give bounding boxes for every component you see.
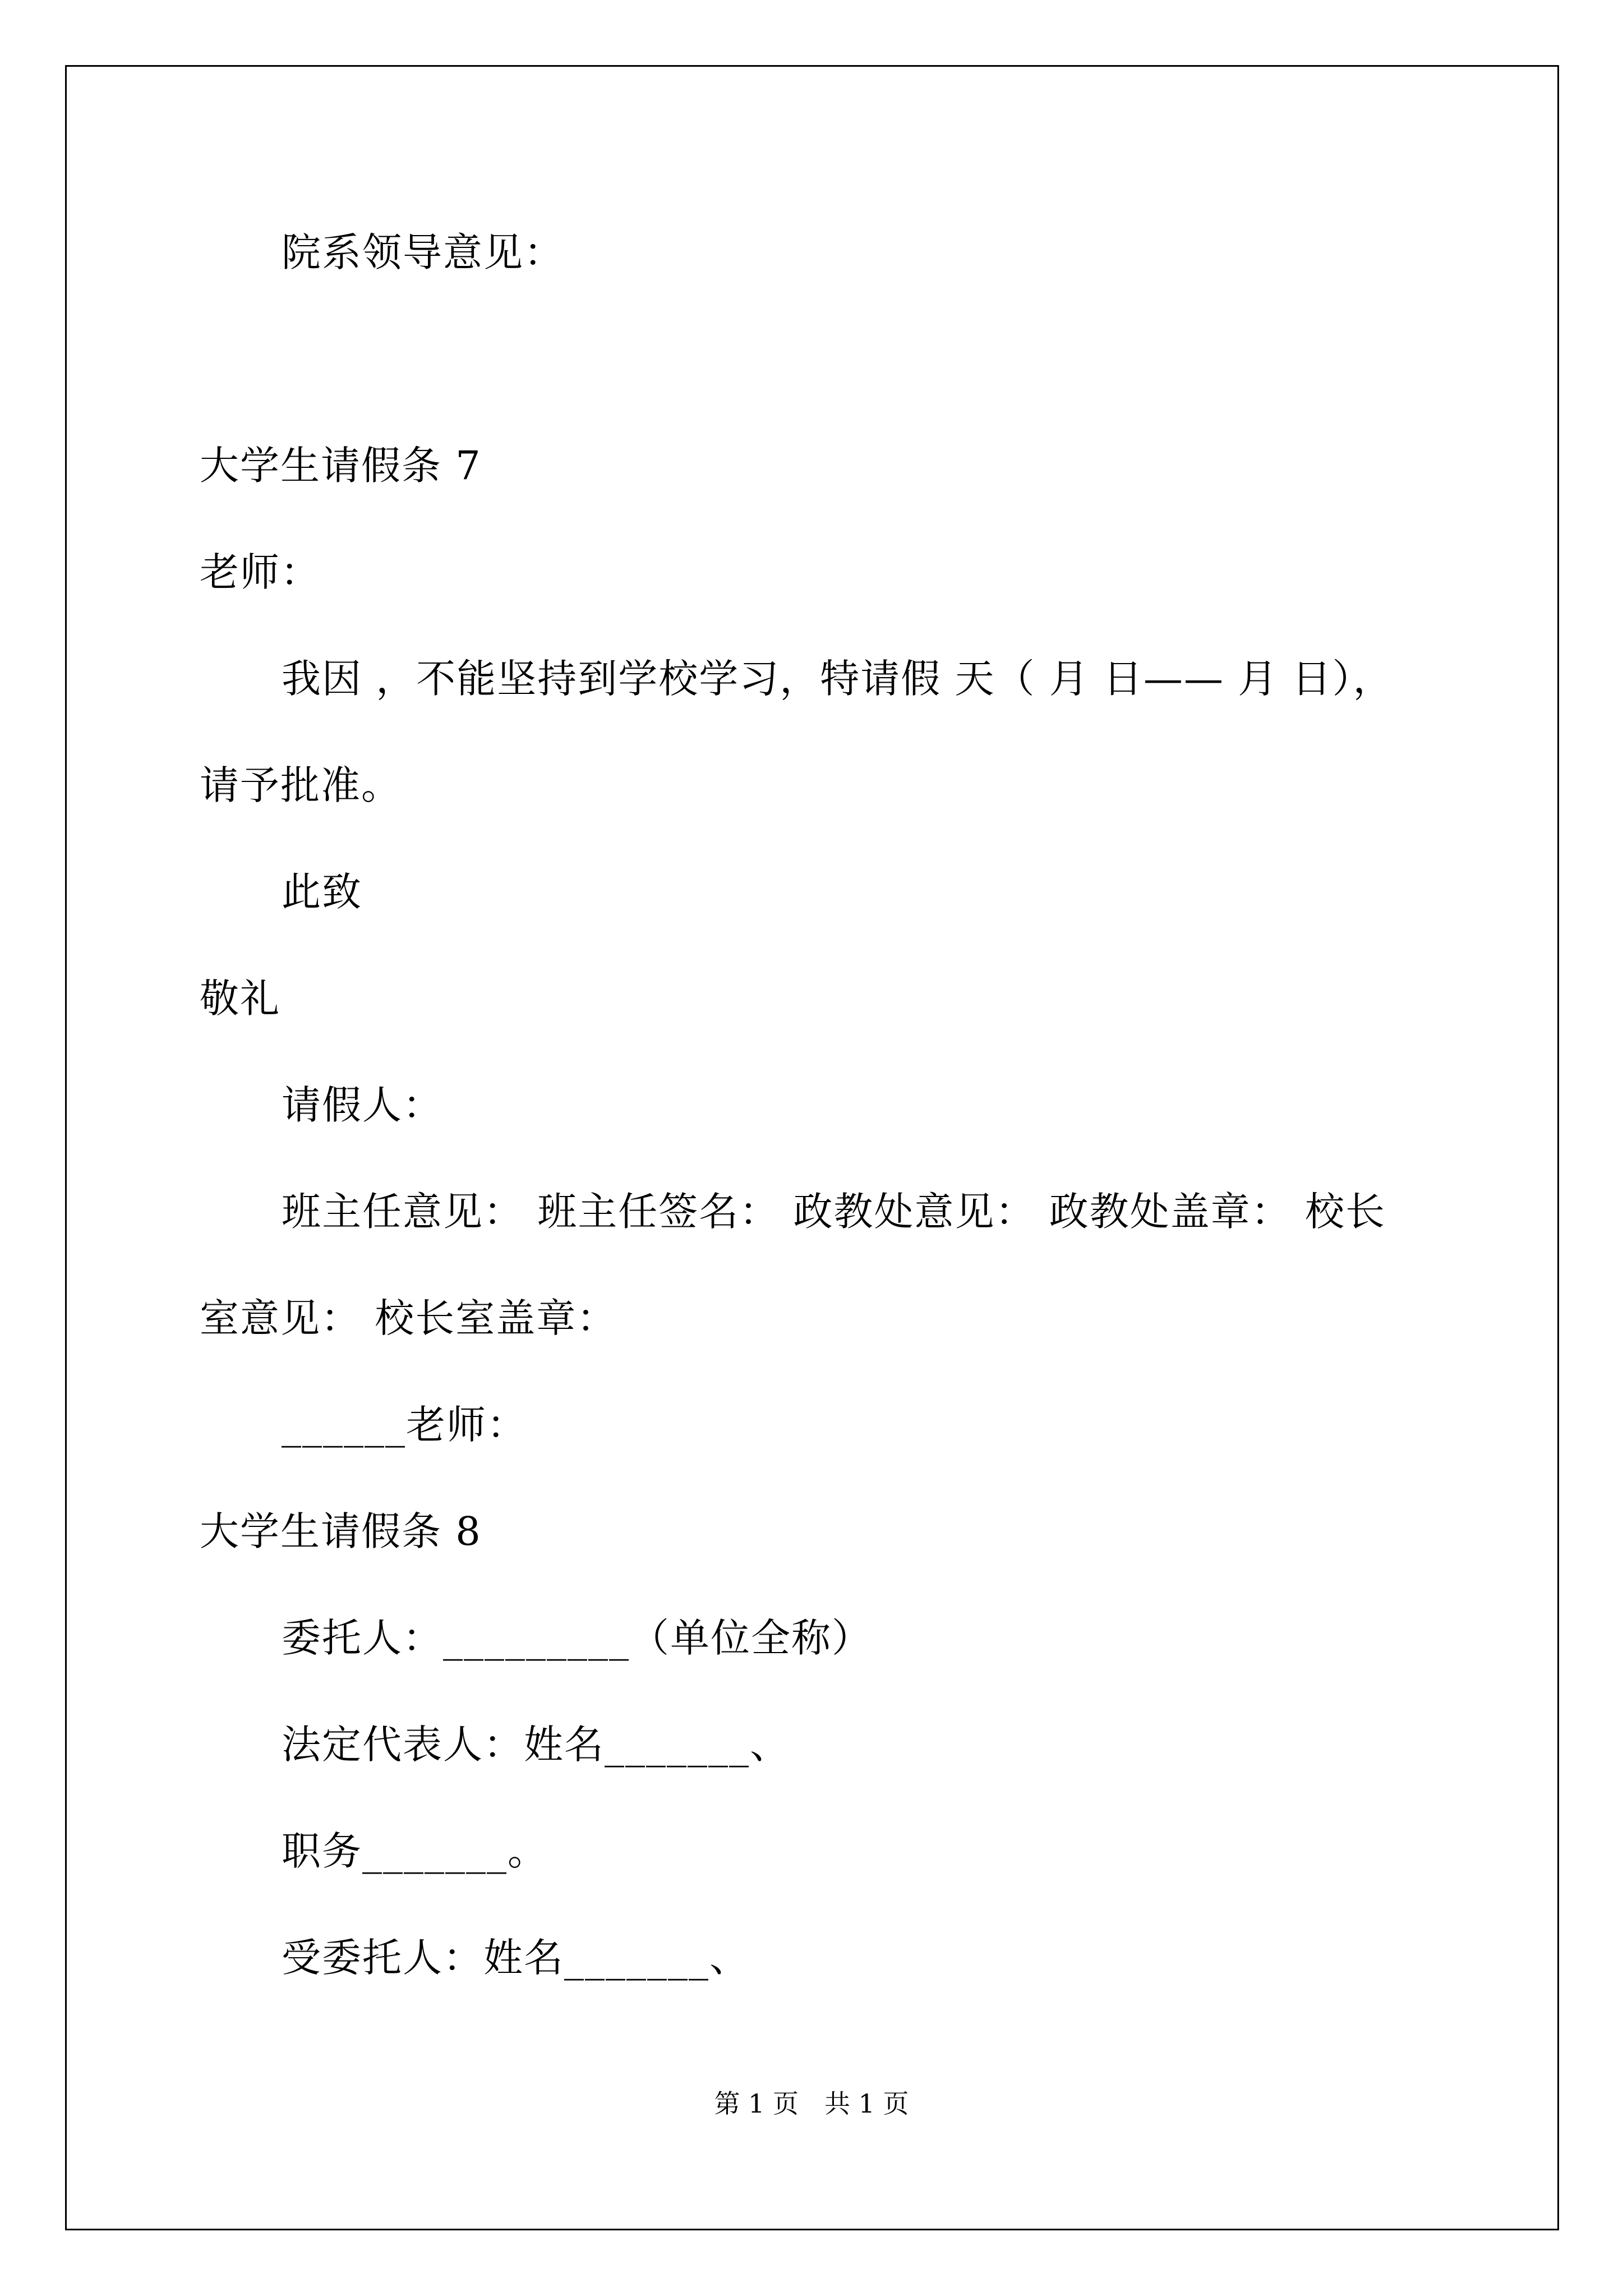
teacher-blank-line: ______老师： bbox=[282, 1402, 527, 1448]
salutation: 老师： bbox=[200, 549, 321, 595]
section-heading-7: 大学生请假条 7 bbox=[200, 443, 482, 489]
opinion-line: 院系领导意见： bbox=[282, 229, 564, 275]
legal-rep-line: 法定代表人：姓名_______、 bbox=[282, 1722, 790, 1768]
page-border bbox=[65, 65, 1559, 2230]
position-line: 职务_______。 bbox=[282, 1828, 548, 1874]
section-heading-8: 大学生请假条 8 bbox=[200, 1508, 482, 1554]
approval-line-1: 班主任意见： 班主任签名： 政教处意见： 政教处盖章： 校长 bbox=[282, 1189, 1386, 1235]
body-paragraph-line-1: 我因 ，不能坚持到学校学习，特请假 天（ 月 日—— 月 日）， bbox=[282, 656, 1394, 702]
agent-line: 受委托人：姓名_______、 bbox=[282, 1935, 750, 1981]
applicant-line: 请假人： bbox=[282, 1082, 443, 1128]
closing-phrase: 此致 bbox=[282, 869, 362, 915]
principal-line: 委托人：_________（单位全称） bbox=[282, 1615, 872, 1661]
body-paragraph-line-2: 请予批准。 bbox=[200, 762, 402, 808]
closing-salute: 敬礼 bbox=[200, 976, 280, 1022]
approval-line-2: 室意见： 校长室盖章： bbox=[200, 1295, 617, 1341]
page-footer: 第 1 页 共 1 页 bbox=[714, 2088, 909, 2119]
